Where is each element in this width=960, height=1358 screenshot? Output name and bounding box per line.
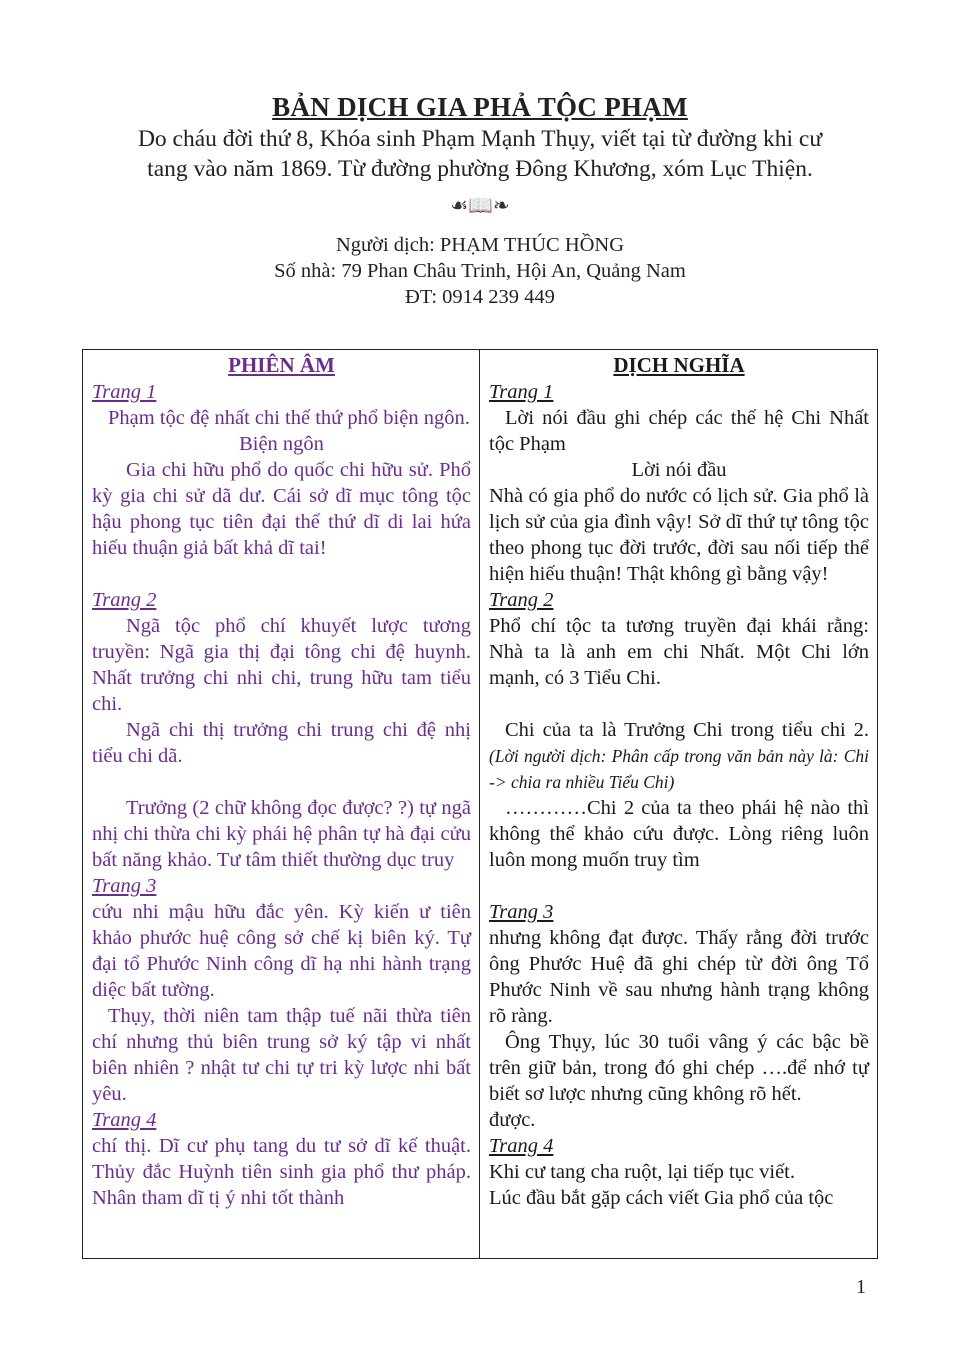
document-header [60,90,900,310]
paragraph: Nhà có gia phổ do nước có lịch sử. Gia phổ là lịch sử của gia đình vậy! Sở dĩ thứ tự tông tộc theo phong tục đời trước, đời sau nối tiếp thể hiện hiếu thuận! Thật không gì bằng vậy! [489,485,869,585]
page-label: Trang 4 [489,1135,554,1157]
translator-note: (Lời người dịch: Phân cấp trong văn bản này là: Chi -> chia ra nhiều Tiểu Chi) [489,746,869,792]
translation-heading: DỊCH NGHĨA [613,353,745,377]
paragraph: Lúc đầu bắt gặp cách viết Gia phổ của tộc [489,1187,834,1209]
translator-name: Người dịch: PHẠM THÚC HỒNG [335,234,625,256]
paragraph: Gia chi hữu phổ do quốc chi hữu sử. Phổ kỳ gia chi sử dã dư. Cái sở dĩ mục tông tộc hậu phong tục tiên đại thế thứ dĩ di lai hứa hiếu thuận giả bất khả dĩ tai! [92,459,471,559]
page-label: Trang 2 [489,589,554,611]
transliteration-column [83,350,480,1258]
paragraph: Thụy, thời niên tam thập tuế nãi thừa tiên chí nhưng thủ biên trung sở ký tập vi nhất biên nhiên ? nhật tư chi tự tri kỳ lược nhi bất yêu. [92,1005,471,1105]
subtitle-line-2: tang vào năm 1869. Từ đường phường Đông Khương, xóm Lục Thiện. [147,156,813,182]
translation-table [82,349,878,1259]
paragraph: Trưởng (2 chữ không đọc được? ?) tự ngã nhị chi thừa chi kỳ phái hệ phân tự hà đại cửu bất năng khảo. Tư tâm thiết thường dục truy [92,797,471,871]
section-heading: Lời nói đầu [631,459,727,481]
translator-phone: ĐT: 0914 239 449 [405,286,555,308]
page-label: Trang 1 [489,381,554,403]
paragraph: Phổ chí tộc ta tương truyền đại khái rằng: Nhà ta là anh em chi Nhất. Một Chi lớn mạnh, có 3 Tiểu Chi. [489,615,869,689]
book-ornament-icon: ☙📖❧ [450,193,510,217]
page-label: Trang 3 [92,875,157,897]
page-number: 1 [856,1276,866,1298]
page-label: Trang 1 [92,381,157,403]
paragraph: Ông Thụy, lúc 30 tuổi vâng ý các bậc bề trên giữ bản, trong đó ghi chép ….để nhớ tự biết sơ lược nhưng cũng không rõ hết. [489,1031,869,1105]
page-label: Trang 4 [92,1109,157,1131]
section-heading: Biện ngôn [239,433,324,455]
page-label: Trang 2 [92,589,157,611]
subtitle-line-1: Do cháu đời thứ 8, Khóa sinh Phạm Mạnh Thụy, viết tại từ đường khi cư [137,126,823,152]
paragraph: Ngã tộc phổ chí khuyết lược tương truyền: Ngã gia thị đại tông chi đệ huynh. Nhất trưởng chi nhi chi, trung hữu tam tiểu chi. [92,615,471,715]
paragraph: Ngã chi thị trưởng chi trung chi đệ nhị tiểu chi dã. [92,719,471,767]
document-title: BẢN DỊCH GIA PHẢ TỘC PHẠM [272,92,688,122]
transliteration-heading: PHIÊN ÂM [228,353,335,377]
paragraph: cứu nhi mậu hữu đắc yên. Kỳ kiến ư tiên khảo phước huệ công sở chế kị biên ký. Tự đại tổ Phước Ninh công dĩ hạ nhi hành trạng diệc bất tường. [92,901,471,1001]
paragraph: chí thị. Dĩ cư phụ tang du tư sở dĩ kế thuật. Thủy đắc Huỳnh tiên sinh gia phổ thư pháp. Nhân tham dĩ tị ý nhi tốt thành [92,1135,471,1209]
paragraph: được. [489,1109,536,1131]
paragraph [489,717,869,795]
translator-address: Số nhà: 79 Phan Châu Trinh, Hội An, Quảng Nam [274,260,686,282]
paragraph: Khi cư tang cha ruột, lại tiếp tục viết. [489,1161,795,1183]
paragraph: nhưng không đạt được. Thấy rằng đời trước ông Phước Huệ đã ghi chép từ đời ông Tổ Phước Ninh về sau nhưng hành trạng không rõ ràng. [489,927,869,1027]
paragraph: Phạm tộc đệ nhất chi thế thứ phổ biện ngôn. [108,407,470,429]
page-label: Trang 3 [489,901,554,923]
translation-column [480,350,877,1258]
paragraph: Lời nói đầu ghi chép các thế hệ Chi Nhất tộc Phạm [489,407,869,455]
paragraph-text: Chi của ta là Trưởng Chi trong tiểu chi 2. [505,719,869,741]
paragraph: …………Chi 2 của ta theo phái hệ nào thì không thể khảo cứu được. Lòng riêng luôn luôn mong muốn truy tìm [489,797,869,871]
